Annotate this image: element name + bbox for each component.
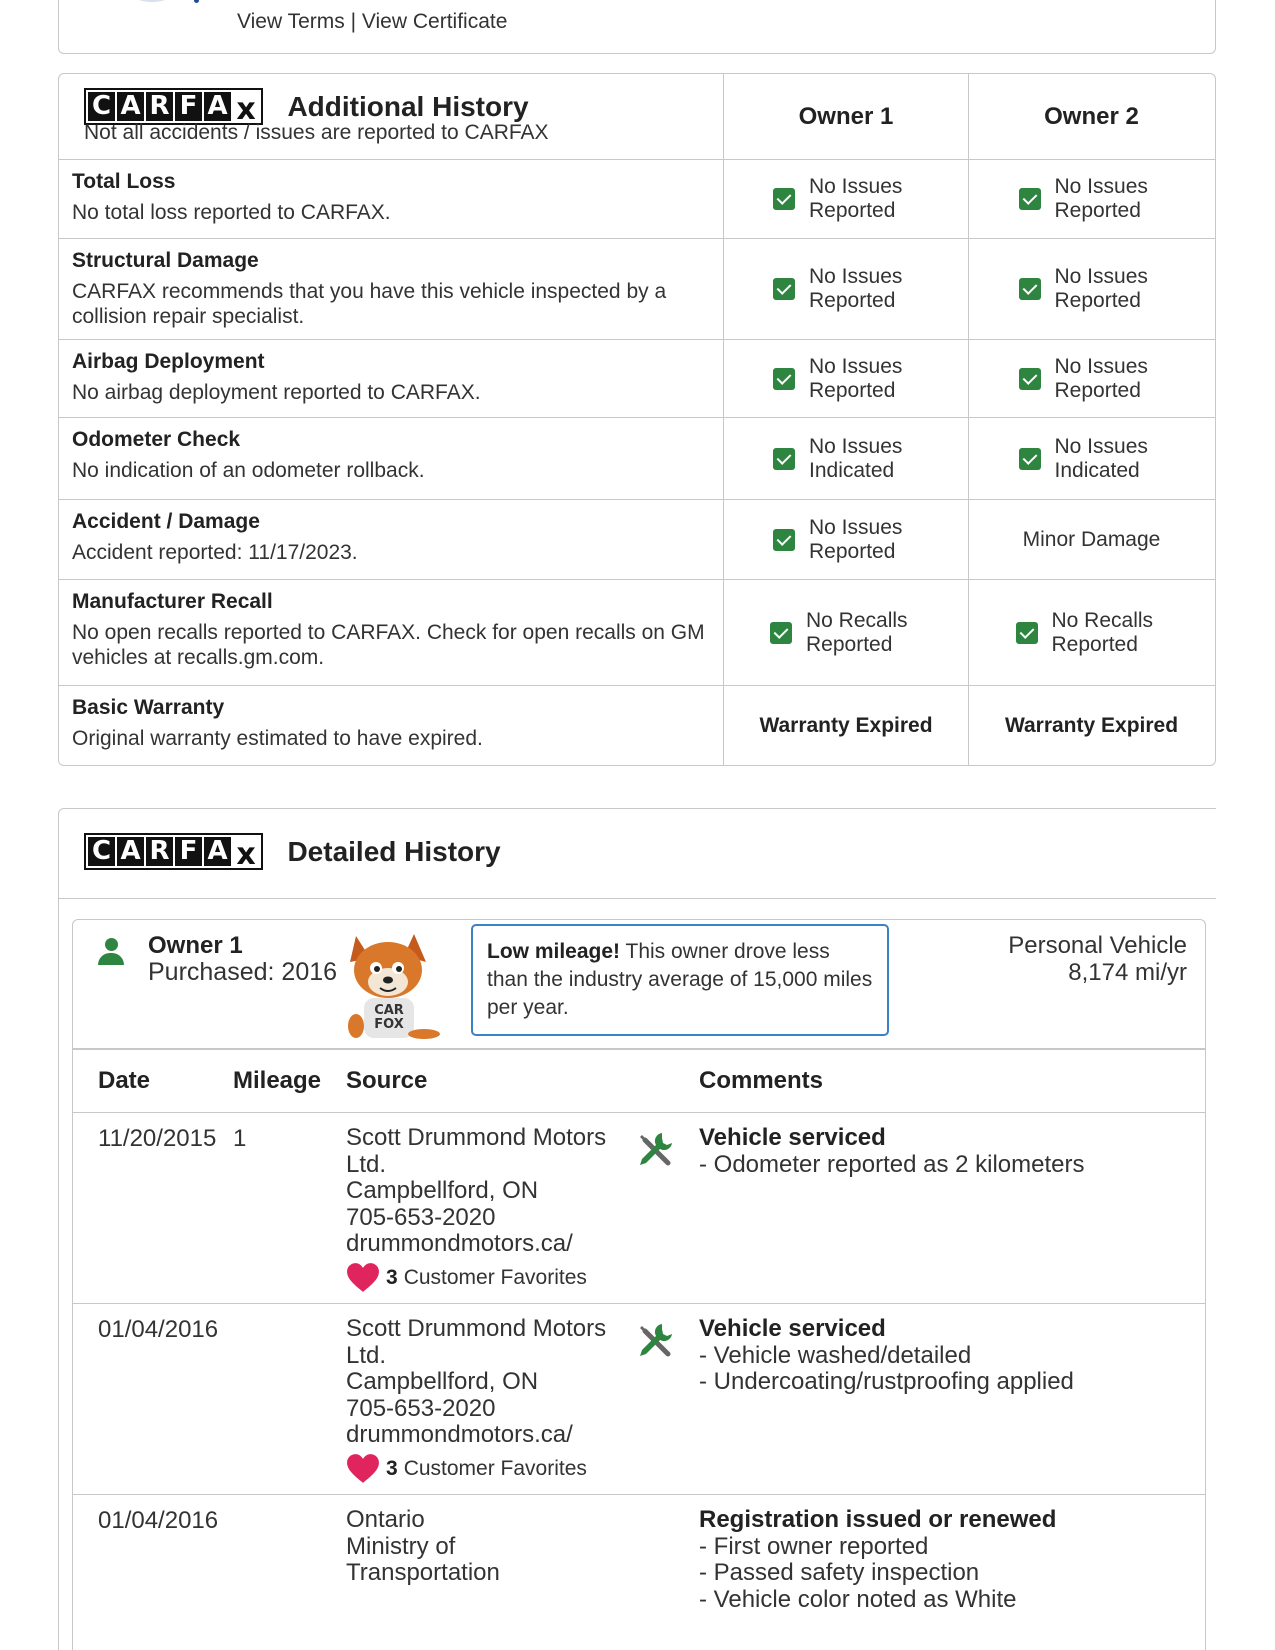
history-row-odometer: Odometer Check No indication of an odometer rollback. No Issues Indicated No Issues Indicated: [59, 417, 1215, 499]
table-row: 01/04/2016 Scott Drummond Motors Ltd. Campbellford, ON 705-653-2020 drummondmotors.ca/ 3 Customer Favorites Vehicle serviced - Vehicle washed/detailed - Undercoating/rustproofing applied: [73, 1304, 1205, 1495]
history-row-recall: Manufacturer Recall No open recalls reported to CARFAX. Check for open recalls on GM vehicles at recalls.gm.com. No Recalls Reported No Recalls Reported: [59, 579, 1215, 685]
low-mileage-callout: Low mileage! This owner drove less than the industry average of 15,000 miles per year.: [471, 924, 889, 1036]
additional-history-subtitle: Not all accidents / issues are reported to CARFAX: [84, 121, 549, 144]
check-icon: [773, 529, 795, 551]
carfox-mascot-icon: [338, 928, 443, 1046]
guarantee-seal-icon: [104, 0, 200, 8]
minor-damage-text: Minor Damage: [1022, 527, 1161, 551]
table-row: 11/20/2015 1 Scott Drummond Motors Ltd. Campbellford, ON 705-653-2020 drummondmotors.ca/ 3 Customer Favorites Vehicle serviced - Odometer reported as 2 kilometers: [73, 1113, 1205, 1304]
terms-links: [237, 10, 507, 34]
warranty-status: Warranty Expired: [759, 713, 933, 737]
owner2-header: Owner 2: [1044, 102, 1139, 130]
history-row-accident: Accident / Damage Accident reported: 11/17/2023. No Issues Reported Minor Damage: [59, 499, 1215, 579]
person-icon: [98, 938, 126, 968]
svg-text:CAR: CAR: [374, 1003, 404, 1018]
detailed-history-title: Detailed History: [287, 835, 501, 867]
owner-name: Owner 1: [148, 932, 243, 959]
vehicle-use-summary: Personal Vehicle 8,174 mi/yr: [1008, 932, 1187, 986]
carfax-logo: C A R F A x: [84, 88, 263, 125]
heart-icon: [346, 1262, 380, 1294]
check-icon: [773, 188, 795, 210]
history-row-airbag: Airbag Deployment No airbag deployment reported to CARFAX. No Issues Reported No Issues Reported: [59, 339, 1215, 417]
history-row-structural-damage: Structural Damage CARFAX recommends that you have this vehicle inspected by a collision repair specialist. No Issues Reported No Issues Reported: [59, 238, 1215, 339]
owner-purchased: Purchased: 2016: [148, 958, 338, 986]
service-tools-icon: [634, 1320, 678, 1364]
detailed-history-section: [58, 808, 1216, 1650]
history-row-warranty: Basic Warranty Original warranty estimated to have expired. Warranty Expired Warranty Expired: [59, 685, 1215, 765]
additional-history-title: Additional History: [287, 90, 529, 122]
history-row-total-loss: Total Loss No total loss reported to CARFAX. No Issues Reported No Issues Reported: [59, 159, 1215, 238]
owner1-summary: [73, 920, 1205, 1050]
view-terms-link[interactable]: View Terms: [237, 10, 345, 33]
check-icon: [773, 368, 795, 390]
source-website-link[interactable]: drummondmotors.ca/: [346, 1421, 573, 1448]
check-icon: [1019, 368, 1041, 390]
check-icon: [1019, 278, 1041, 300]
check-icon: [1016, 622, 1038, 644]
source-name: Scott Drummond Motors: [346, 1315, 607, 1342]
source-name: Scott Drummond Motors: [346, 1124, 607, 1151]
heart-icon: [346, 1453, 380, 1485]
owner1-header: Owner 1: [798, 102, 894, 130]
guarantee-box: [58, 0, 1216, 54]
check-icon: [773, 278, 795, 300]
link-separator: |: [344, 10, 362, 33]
detailed-history-header: [59, 809, 1216, 899]
source-name: Ontario: [346, 1506, 425, 1533]
source-website-link[interactable]: drummondmotors.ca/: [346, 1230, 573, 1257]
view-certificate-link[interactable]: View Certificate: [361, 10, 508, 33]
check-icon: [773, 448, 795, 470]
check-icon: [770, 622, 792, 644]
customer-favorites[interactable]: 3 Customer Favorites: [346, 1453, 634, 1485]
service-tools-icon: [634, 1129, 678, 1173]
check-icon: [1019, 188, 1041, 210]
additional-history-table: [58, 73, 1216, 766]
check-icon: [1019, 448, 1041, 470]
svg-text:FOX: FOX: [374, 1017, 404, 1032]
additional-history-header: [59, 74, 1215, 159]
detail-column-headers: Date Mileage Source Comments: [73, 1050, 1205, 1113]
owner1-history-box: [72, 919, 1206, 1650]
warranty-status: Warranty Expired: [1004, 713, 1179, 737]
table-row: 01/04/2016 Ontario Ministry of Transportation Registration issued or renewed - First owner reported - Passed safety inspection - Vehicle color noted as White: [98, 1506, 1057, 1613]
customer-favorites[interactable]: 3 Customer Favorites: [346, 1262, 634, 1294]
carfax-logo: C A R F A x: [84, 833, 263, 870]
